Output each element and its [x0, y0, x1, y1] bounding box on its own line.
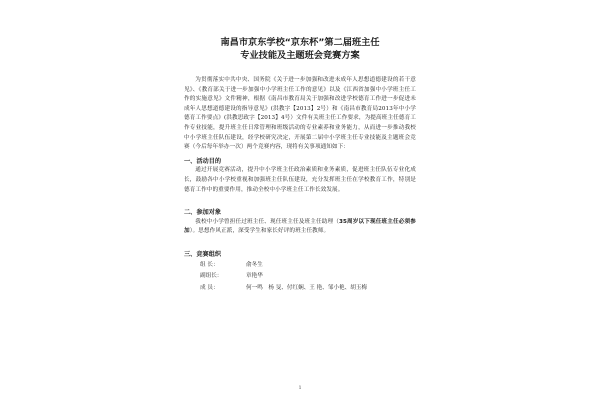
org-deputy-label: 副组长：: [200, 273, 223, 279]
section2-heading: 二、参加对象: [184, 209, 222, 217]
section2-paragraph: [184, 218, 416, 237]
org-members-value: 何一鸣 杨 旻、付红娴、王 艳、邹小艳、胡玉梅: [246, 284, 368, 291]
document-body: [184, 76, 416, 294]
org-leader-value: 俞冬生: [246, 261, 263, 268]
section3-heading: 三、竞赛组织: [184, 250, 222, 258]
document-title-line1: 南昌市京东学校“京东杯”第二届班主任: [220, 37, 380, 48]
section2-text-a: 我校中小学曾担任过班主任、现任班主任及班主任助理（: [195, 218, 339, 225]
section1-paragraph: 通过开展竞赛活动，提升中小学班主任政治素质和业务素质，促进班主任队伍专业化成长，鼓励各中小学校重视和加强班主任队伍建设，充分发挥班主任在学校教育工作，特别是德育工作中的重要作用，推动全校中小学班主任工作长效发展。: [184, 167, 416, 193]
org-deputy-value: 章艳华: [246, 273, 263, 279]
org-deputy: [184, 271, 416, 283]
intro-paragraph: 为贯彻落实中共中央、国务院《关于进一步加强和改进未成年人思想道德建设的若干意见》、《教育部关于进一步加强中小学班主任工作的意见》以及《江西省加强中小学班主任工作的实施意见》文件精神，根据《南昌市教育局关于加强和改进学校德育工作进一步促进未成年人思想道德建设的指导意见》(洪教字【2013】2号）和《南昌市教育局2013年中小学德育工作要点》(洪教思政字【2013】4号）文件有关班主任工作要求，为提高班主任德育工作专业技能，提升班主任日常管理和班级活动的专业素养和业务能力，从而进一步推动我校中小学班主任队伍建设，经学校研究决定，开展第二届中小学班主任专业技能及主题班会竞赛（今后每年举办一次）两个竞赛内容，现将有关事项通知如下：: [184, 77, 416, 151]
section2-text-b: ）。思想作风正派，深受学生和家长好评的班主任教师。: [189, 228, 330, 235]
document-title-line2: 专业技能及主题班会竞赛方案: [240, 50, 360, 61]
document-page: [184, 22, 416, 392]
section2-text-bold: 35周岁以下现任班主任必须参加: [184, 218, 416, 235]
org-leader: [184, 260, 416, 272]
section1-heading: 一、活动目的: [184, 157, 222, 165]
org-members-label: 成 员：: [200, 284, 219, 291]
org-leader-label: 组 长：: [200, 261, 219, 268]
org-members: [184, 283, 416, 295]
page-number: 1: [298, 386, 302, 391]
